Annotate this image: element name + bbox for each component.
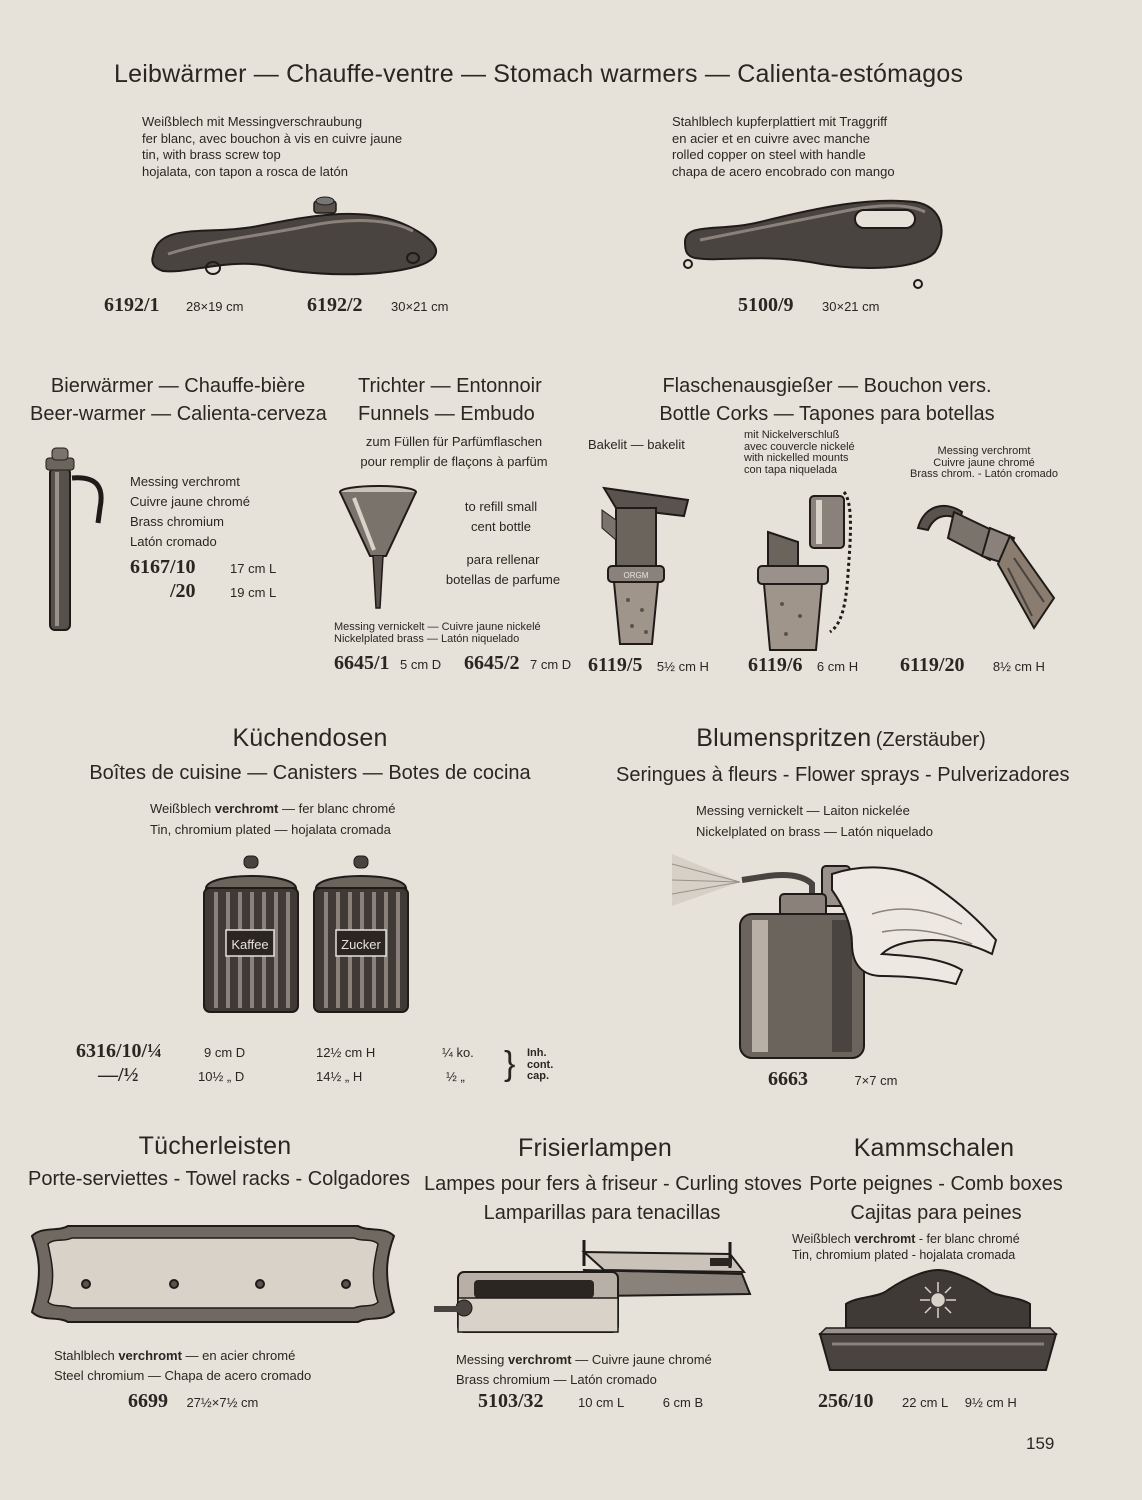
item-size: 17 cm L: [230, 561, 277, 576]
item-code: 6192/2: [307, 294, 363, 316]
sprays-title: Blumenspritzen: [696, 724, 872, 752]
funnel-desc-mid: to refill small cent bottle: [464, 499, 538, 534]
funnel-title: Trichter — Entonnoir Funnels — Embudo: [358, 375, 542, 425]
curling-subtitle: Lampes pour fers à friseur - Curling stoves Lamparillas para tenacillas: [424, 1173, 802, 1224]
towel-title: Tücherleisten: [138, 1132, 292, 1160]
item-diameter: 9 cm D: [204, 1045, 246, 1060]
item-code: 6645/1: [334, 652, 390, 674]
canister-row-2: [98, 1064, 518, 1088]
item-width: 6 cm B: [662, 1395, 704, 1410]
beer-warmer-illustration: [38, 448, 114, 636]
item-size: 5 cm D: [400, 657, 442, 672]
item-capacity: ½ „: [446, 1069, 465, 1084]
beer-title: Bierwärmer — Chauffe-bière Beer-warmer — Calienta-cerveza: [30, 375, 327, 425]
item-size: 6 cm H: [816, 659, 859, 674]
item-code: 5103/32: [478, 1390, 544, 1412]
item-size: 30×21 cm: [822, 299, 880, 314]
item-6119-20: [900, 654, 1045, 677]
item-height: 9½ cm H: [964, 1395, 1017, 1410]
canisters-illustration: [202, 852, 414, 1018]
item-code: 6192/1: [104, 294, 160, 316]
contents-label: Inh. cont. cap.: [527, 1047, 554, 1082]
item-diameter: 10½ „ D: [198, 1069, 245, 1084]
item-size: 5½ cm H: [656, 659, 709, 674]
funnel-material: Messing vernickelt — Cuivre jaune nickelé Nickelplated brass — Latón niquelado: [334, 621, 541, 645]
item-6167-20: [170, 580, 276, 603]
zucker-canister: [314, 856, 408, 1012]
sprays-title-paren: (Zerstäuber): [875, 729, 986, 751]
corks-nickel-desc: mit Nickelverschluß avec couvercle nickelé with nickelled mounts con tapa niquelada: [744, 429, 855, 476]
zucker-label: Zucker: [341, 937, 381, 952]
item-6663: [768, 1068, 897, 1091]
towel-rack-illustration: [28, 1222, 398, 1326]
nickel-cork-illustration: [752, 484, 862, 654]
item-code: 6119/20: [900, 654, 965, 676]
item-size: 19 cm L: [230, 585, 277, 600]
item-6119-5: [588, 654, 709, 677]
item-size: 27½×7½ cm: [186, 1395, 259, 1410]
curling-stove-illustration: [434, 1236, 756, 1342]
towel-subtitle: Porte-serviettes - Towel racks - Colgadores: [28, 1168, 410, 1190]
item-code: 6167/10: [130, 556, 196, 578]
item-capacity: ¼ ko.: [442, 1045, 474, 1060]
beer-desc: Messing verchromt Cuivre jaune chromé Brass chromium Latón cromado: [130, 474, 250, 549]
item-code: 6119/5: [588, 654, 643, 676]
item-6167-10: [130, 556, 276, 579]
canister-row-1: [76, 1040, 516, 1064]
bakelit-cork-illustration: [596, 480, 700, 650]
flower-spray-illustration: [672, 844, 1002, 1066]
chrome-cork-illustration: [914, 498, 1066, 634]
item-5103-32: [478, 1390, 703, 1413]
item-size: 7×7 cm: [854, 1073, 898, 1088]
canisters-subtitle: Boîtes de cuisine — Canisters — Botes de cocina: [89, 762, 531, 784]
item-size: 8½ cm H: [992, 659, 1045, 674]
contents-brace: }: [504, 1045, 516, 1083]
item-height: 14½ „ H: [316, 1069, 363, 1084]
canisters-title: Küchendosen: [232, 724, 388, 752]
comb-subtitle: Porte peignes - Comb boxes Cajitas para peines: [809, 1173, 1063, 1224]
bakelit-stamp: ORGM: [623, 571, 649, 580]
item-size: 28×19 cm: [186, 299, 244, 314]
item-code: 6699: [128, 1390, 168, 1412]
item-6192-2: [307, 294, 448, 317]
item-code: 5100/9: [738, 294, 794, 316]
funnel-desc-mid2: para rellenar botellas de parfume: [445, 552, 561, 587]
item-height: 12½ cm H: [316, 1045, 376, 1060]
funnel-illustration: [336, 484, 424, 614]
item-code: 6663: [768, 1068, 808, 1090]
item-size: 7 cm D: [530, 657, 572, 672]
kaffee-canister: [204, 856, 298, 1012]
item-6192-1: [104, 294, 243, 317]
item-code: —/½: [98, 1064, 139, 1086]
stomach-warmer-copper-illustration: [680, 192, 952, 282]
item-6645-1: [334, 652, 441, 675]
curling-desc: Messing verchromt — Cuivre jaune chromé Brass chromium — Latón cromado: [456, 1352, 712, 1387]
comb-desc: Weißblech verchromt - fer blanc chromé Tin, chromium plated - hojalata cromada: [792, 1232, 1020, 1262]
sprays-desc: Messing vernickelt — Laiton nickelée Nickelplated on brass — Latón niquelado: [696, 803, 934, 839]
item-6645-2: [464, 652, 571, 675]
corks-bakelit: Bakelit — bakelit: [588, 437, 685, 452]
item-code: 6119/6: [748, 654, 803, 676]
item-code: 256/10: [818, 1390, 874, 1412]
curling-title: Frisierlampen: [517, 1134, 673, 1162]
stomach-left-desc: Weißblech mit Messingverschraubung fer blanc, avec bouchon à vis en cuivre jaune tin, with brass screw top hojalata, con tapon a rosca de latón: [142, 114, 403, 179]
funnel-desc-top: zum Füllen für Parfümflaschen pour remplir de flaçons à parfüm: [360, 434, 548, 469]
stomach-right-desc: Stahlblech kupferplattiert mit Traggriff en acier et en cuivre avec manche rolled copper on steel with handle chapa de acero encobrado con mango: [672, 114, 895, 179]
item-5100-9: [738, 294, 879, 317]
sunburst-ornament: [920, 1282, 956, 1318]
towel-desc: Stahlblech verchromt — en acier chromé Steel chromium — Chapa de acero cromado: [54, 1348, 312, 1383]
item-6119-6: [748, 654, 858, 677]
sprays-subtitle: Seringues à fleurs - Flower sprays - Pulverizadores: [616, 764, 1070, 786]
item-code: /20: [170, 580, 196, 602]
kaffee-label: Kaffee: [231, 937, 269, 952]
corks-title: Flaschenausgießer — Bouchon vers. Bottle Corks — Tapones para botellas: [659, 375, 995, 425]
page-number: 159: [1026, 1434, 1055, 1453]
corks-messing-desc: Messing verchromt Cuivre jaune chromé Brass chrom. - Latón cromado: [910, 445, 1058, 480]
comb-title: Kammschalen: [853, 1134, 1015, 1162]
item-code: 6645/2: [464, 652, 520, 674]
item-size: 30×21 cm: [391, 299, 449, 314]
item-length: 10 cm L: [578, 1395, 625, 1410]
item-code: 6316/10/¼: [76, 1040, 163, 1062]
comb-box-illustration: [818, 1268, 1058, 1376]
sprays-title-wrap: [620, 724, 1062, 753]
stomach-title: Leibwärmer — Chauffe-ventre — Stomach warmers — Calienta-estómagos: [114, 60, 964, 88]
item-6699: [128, 1390, 258, 1413]
item-length: 22 cm L: [902, 1395, 949, 1410]
canisters-desc: Weißblech verchromt — fer blanc chromé Tin, chromium plated — hojalata cromada: [150, 801, 396, 837]
stomach-warmer-tin-illustration: [148, 196, 448, 286]
item-256-10: [818, 1390, 1017, 1413]
